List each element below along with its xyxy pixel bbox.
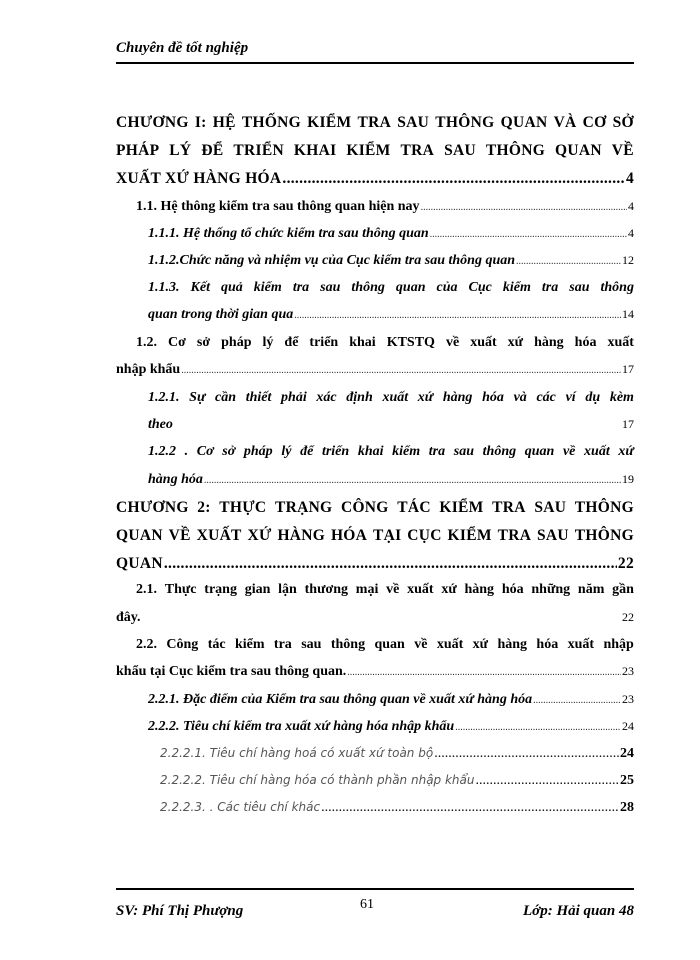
leader-dots (164, 555, 617, 573)
toc-entry-text: khẩu tại Cục kiểm tra sau thông quan. (116, 664, 347, 679)
leader-dots (421, 202, 627, 213)
toc-page-number: 25 (620, 773, 634, 788)
toc-word: THÔNG (574, 527, 634, 544)
toc-page-number: 22 (622, 610, 634, 624)
toc-word: kiểm (253, 280, 282, 295)
toc-entry-text: 1.1. Hệ thông kiểm tra sau thông quan hiện nay (136, 199, 420, 214)
toc-chapter-1-text-3: XUẤT XỨ HÀNG HÓA (116, 170, 282, 187)
toc-word: 2: (197, 499, 211, 516)
toc-word: sở (222, 444, 236, 459)
toc-section-2-2-line-2[interactable] (116, 664, 634, 680)
leader-dots (434, 746, 619, 762)
toc-word: các (536, 390, 556, 405)
toc-entry-text: đây. (116, 610, 141, 625)
toc-page-number: 17 (622, 362, 634, 376)
toc-chapter-1-line-2[interactable] (116, 142, 634, 160)
toc-word: năm (577, 582, 605, 597)
toc-word: triển (309, 335, 339, 350)
toc-word: 1.2.2 (148, 444, 176, 459)
toc-section-2-1-line-2[interactable] (116, 610, 634, 626)
leader-dots (533, 695, 621, 706)
toc-word: và (513, 390, 527, 405)
toc-word: TẠI (372, 527, 402, 544)
toc-word: XỨ (247, 527, 272, 544)
toc-entry-text: 2.2.2.2. Tiêu chí hàng hóa có thành phần nhập khẩu (160, 773, 475, 787)
toc-word: xuất (382, 390, 409, 405)
toc-word: phải (281, 390, 307, 405)
toc-word: pháp (243, 444, 273, 459)
toc-page-number: 22 (617, 555, 634, 572)
toc-word: THÔNG (435, 114, 495, 131)
toc-word: kiểm (502, 280, 531, 295)
toc-word: 2.1. (136, 582, 157, 597)
toc-word: sau (453, 444, 474, 459)
toc-word: về (562, 444, 576, 459)
toc-word: SAU (537, 527, 569, 544)
toc-word: tra (292, 280, 310, 295)
toc-word: hàng (497, 637, 528, 652)
toc-word: dụ (585, 390, 601, 405)
toc-section-2-2-2-3[interactable] (160, 800, 634, 816)
toc-section-1-1-3-line-2[interactable] (148, 307, 634, 323)
toc-word: thiết (245, 390, 272, 405)
toc-word: CƠ (582, 114, 607, 131)
leader-dots (321, 800, 619, 816)
toc-word: thông (351, 280, 385, 295)
toc-section-2-2-line-1[interactable] (136, 637, 634, 653)
toc-word: pháp (221, 335, 252, 350)
toc-word: nhập (603, 637, 634, 652)
footer-page-number: 61 (360, 897, 374, 912)
toc-entry-text: 2.2.1. Đặc điểm của Kiểm tra sau thông quan về xuất xứ hàng hóa (148, 692, 533, 707)
toc-word: ĐỂ (201, 142, 224, 159)
toc-word: 2.2. (136, 637, 157, 652)
toc-word: sau (320, 280, 341, 295)
toc-page-number: 12 (622, 253, 634, 267)
toc-word: xuất (436, 637, 464, 652)
toc-chapter-1-line-3[interactable] (116, 170, 634, 188)
toc-word: QUAN (500, 114, 548, 131)
toc-word: 1.1.3. (148, 280, 180, 295)
toc-word: của (436, 280, 458, 295)
toc-word: xuất (607, 335, 634, 350)
toc-entry-text: 2.2.2.1. Tiêu chí hàng hoá có xuất xứ toàn bộ (160, 746, 434, 760)
toc-word: THÔNG (485, 142, 546, 159)
toc-word: mại (355, 582, 379, 597)
toc-chapter-1-line-1[interactable] (116, 114, 634, 132)
toc-word: tác (207, 637, 226, 652)
toc-word: SAU (397, 114, 430, 131)
toc-word: SỞ (612, 114, 634, 131)
toc-word: QUAN (116, 527, 163, 544)
toc-word: hóa (501, 582, 524, 597)
toc-word: KIỂM (439, 499, 484, 516)
toc-word: HỆ (212, 114, 236, 131)
footer-class: Lớp: Hải quan 48 (523, 903, 634, 919)
toc-word: KIỂM (346, 142, 391, 159)
toc-word: lận (278, 582, 297, 597)
leader-dots (455, 722, 621, 733)
leader-dots (516, 256, 621, 267)
toc-word: SAU (444, 142, 476, 159)
leader-dots (476, 773, 620, 789)
toc-word: Cục (468, 280, 492, 295)
header-rule (116, 62, 634, 64)
toc-word: Thực (164, 582, 197, 597)
toc-word: VỀ (611, 142, 634, 159)
toc-section-2-2-2-1[interactable] (160, 746, 634, 762)
toc-entry-text: 2.2.2. Tiêu chí kiểm tra xuất xứ hàng hóa nhập khẩu (148, 719, 455, 734)
toc-word: LÝ (169, 142, 192, 159)
toc-page-number: 24 (622, 719, 634, 733)
toc-word: xuất (567, 637, 595, 652)
toc-word: hàng (442, 390, 473, 405)
toc-word: để (284, 335, 299, 350)
toc-word: về (445, 335, 460, 350)
toc-page-number: 23 (622, 664, 634, 678)
toc-page-number: 24 (620, 746, 634, 761)
toc-word: CHƯƠNG (116, 499, 189, 516)
toc-word: khai (357, 444, 384, 459)
leader-dots (181, 365, 621, 376)
toc-word: Kết (190, 280, 210, 295)
toc-word: khai (349, 335, 376, 350)
toc-page-number: 4 (628, 199, 634, 213)
toc-word: hàng (464, 582, 495, 597)
footer-rule (116, 888, 634, 890)
toc-chapter-2-line-1[interactable] (116, 499, 634, 517)
toc-word: TRIỂN (233, 142, 284, 159)
toc-word: về (414, 637, 428, 652)
toc-page-number: 19 (622, 472, 634, 486)
toc-word: lý (262, 335, 274, 350)
toc-section-1-2-2-line-1[interactable] (148, 444, 634, 460)
toc-word: quan (524, 444, 555, 459)
toc-page-number: 17 (622, 417, 634, 431)
toc-word: 1.2. (136, 335, 157, 350)
toc-word: kèm (609, 390, 634, 405)
toc-word: tra (273, 637, 292, 652)
toc-word: thông (482, 444, 517, 459)
toc-entry-text: nhập khẩu (116, 362, 181, 377)
toc-word: VÀ (553, 114, 577, 131)
toc-word: sau (569, 280, 590, 295)
toc-word: CỤC (407, 527, 442, 544)
toc-word: . (184, 444, 189, 459)
toc-word: xuất (407, 582, 434, 597)
toc-word: KHAI (293, 142, 337, 159)
toc-word: HÀNG (277, 527, 326, 544)
toc-word: quan (395, 280, 426, 295)
toc-entry-text: 2.2.2.3. . Các tiêu chí khác (160, 800, 321, 814)
toc-page-number: 4 (625, 170, 634, 187)
toc-section-1-2-line-1[interactable] (136, 335, 634, 351)
toc-word: xứ (417, 390, 434, 405)
toc-word: THÔNG (574, 499, 634, 516)
toc-entry-text: hàng hóa (148, 472, 203, 487)
leader-dots (294, 310, 621, 321)
toc-word: thông (330, 637, 366, 652)
toc-word: Cơ (196, 444, 214, 459)
toc-word: sau (301, 637, 322, 652)
toc-word: trạng (204, 582, 237, 597)
toc-chapter-2-line-2[interactable] (116, 527, 634, 545)
toc-section-2-2-1[interactable] (148, 692, 634, 708)
toc-word: xứ (441, 582, 457, 597)
toc-page-number: 23 (622, 692, 634, 706)
toc-word: Sự (189, 390, 206, 405)
toc-word: xuất (470, 335, 497, 350)
toc-word: triển (321, 444, 350, 459)
toc-word: kiểm (392, 444, 421, 459)
toc-word: xứ (507, 335, 524, 350)
toc-word: CÔNG (340, 499, 389, 516)
toc-entry-text: 1.1.1. Hệ thống tổ chức kiểm tra sau thông quan (148, 226, 429, 241)
toc-word: hóa (574, 335, 597, 350)
toc-word: TRA (497, 527, 532, 544)
toc-section-1-1-3-line-1[interactable] (148, 280, 634, 296)
toc-word: hóa (536, 637, 559, 652)
toc-word: KTSTQ (386, 335, 435, 350)
toc-word: PHÁP (116, 142, 160, 159)
toc-word: lý (281, 444, 292, 459)
toc-word: thông (600, 280, 634, 295)
toc-word: kiểm (234, 637, 265, 652)
toc-word: TRẠNG (274, 499, 333, 516)
toc-word: I: (194, 114, 207, 131)
toc-word: KIỂM (447, 527, 492, 544)
toc-section-1-2-2-line-2[interactable] (148, 472, 634, 488)
toc-word: cần (215, 390, 237, 405)
toc-word: TÁC (397, 499, 431, 516)
toc-word: TRA (492, 499, 526, 516)
toc-word: quả (220, 280, 243, 295)
toc-word: xác (316, 390, 337, 405)
toc-word: về (386, 582, 400, 597)
toc-word: KIỂM (307, 114, 352, 131)
toc-entry-text: theo (148, 417, 173, 432)
toc-word: tra (541, 280, 559, 295)
toc-section-1-2-1-line-2[interactable] (148, 417, 634, 433)
toc-page-number: 28 (620, 800, 634, 815)
toc-word: hàng (534, 335, 564, 350)
toc-chapter-2-text-3: QUAN (116, 555, 163, 572)
toc-word: xứ (472, 637, 489, 652)
toc-word: quan (374, 637, 405, 652)
toc-word: QUAN (555, 142, 602, 159)
toc-word: TRA (357, 114, 392, 131)
toc-section-1-1[interactable] (136, 199, 634, 215)
toc-section-2-2-2-2[interactable] (160, 773, 634, 789)
footer-student-name: SV: Phí Thị Phượng (116, 903, 244, 919)
toc-word: HÓA (330, 527, 368, 544)
leader-dots (347, 667, 621, 678)
toc-word: 1.2.1. (148, 390, 180, 405)
toc-word: ví (565, 390, 576, 405)
toc-word: Công (166, 637, 199, 652)
leader-dots (282, 170, 625, 188)
toc-word: xứ (618, 444, 634, 459)
toc-page-number: 14 (622, 307, 634, 321)
toc-section-1-1-2[interactable] (148, 253, 634, 269)
toc-word: XUẤT (196, 527, 242, 544)
toc-word: xuất (584, 444, 610, 459)
toc-word: sở (196, 335, 211, 350)
toc-word: VỀ (168, 527, 191, 544)
toc-section-1-2-1-line-1[interactable] (148, 390, 634, 406)
toc-word: gian (244, 582, 271, 597)
toc-entry-text: 1.1.2.Chức năng và nhiệm vụ của Cục kiểm tra sau thông quan (148, 253, 516, 268)
toc-section-2-2-2[interactable] (148, 719, 634, 735)
running-header-title: Chuyên đề tốt nghiệp (116, 40, 249, 56)
toc-word: THỰC (219, 499, 267, 516)
toc-word: những (531, 582, 571, 597)
toc-page-number: 4 (628, 226, 634, 240)
toc-word: THỐNG (241, 114, 302, 131)
toc-section-1-2-line-2[interactable] (116, 362, 634, 378)
toc-word: TRA (400, 142, 435, 159)
leader-dots (430, 229, 627, 240)
toc-word: Cơ (168, 335, 186, 350)
toc-word: định (346, 390, 373, 405)
toc-word: tra (428, 444, 446, 459)
toc-word: thương (304, 582, 349, 597)
toc-word: hóa (482, 390, 504, 405)
toc-chapter-2-line-3[interactable] (116, 555, 634, 573)
toc-section-2-1-line-1[interactable] (136, 582, 634, 598)
leader-dots (204, 475, 621, 486)
toc-entry-text: quan trong thời gian qua (148, 307, 294, 322)
toc-section-1-1-1[interactable] (148, 226, 634, 242)
toc-word: CHƯƠNG (116, 114, 189, 131)
toc-word: để (300, 444, 314, 459)
toc-word: gần (612, 582, 634, 597)
toc-word: SAU (534, 499, 567, 516)
